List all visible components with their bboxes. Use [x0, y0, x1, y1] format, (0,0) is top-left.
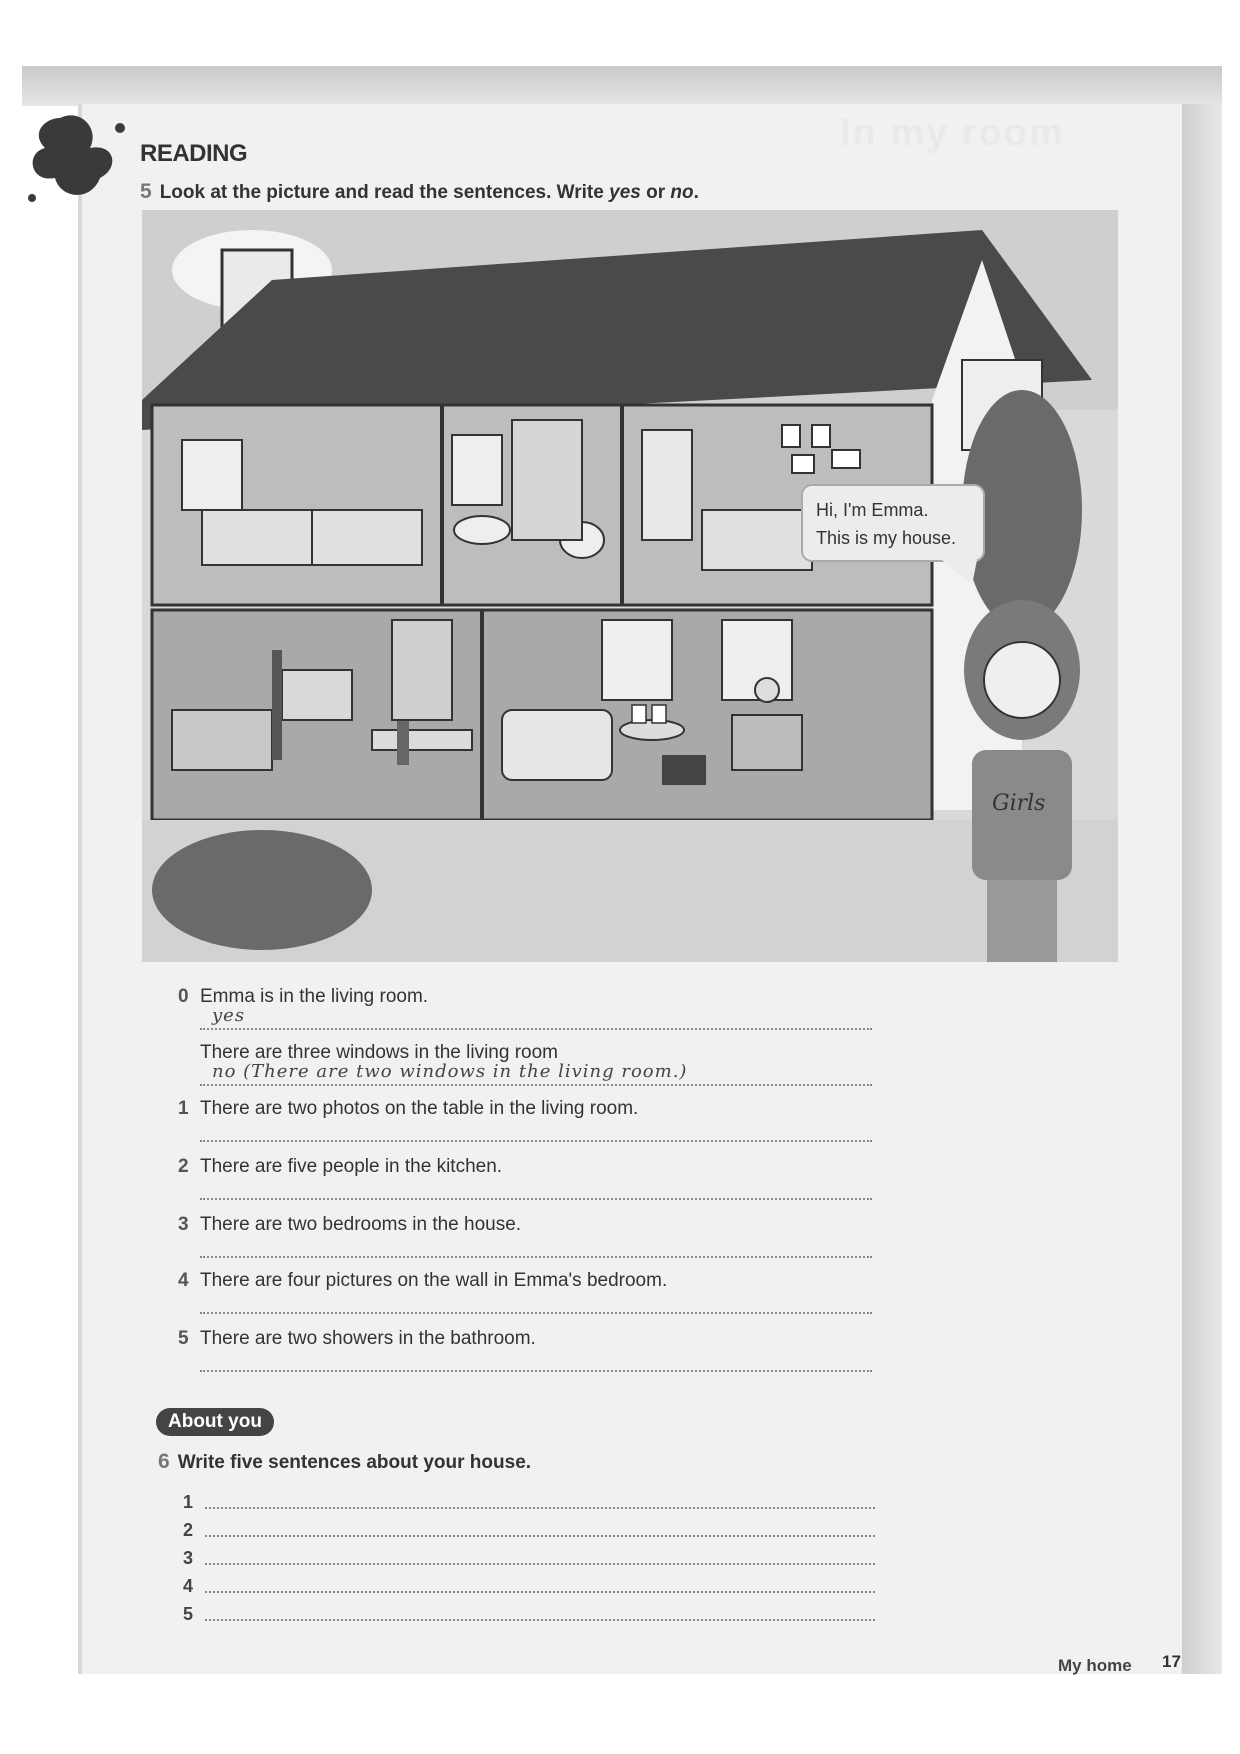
answer-line-3[interactable]: [200, 1230, 872, 1258]
question-3: 3 There are two bedrooms in the house.: [178, 1214, 522, 1235]
writing-line-5[interactable]: 5: [183, 1604, 193, 1625]
shower: [512, 420, 582, 540]
exercise-number: 5: [140, 180, 152, 203]
question-5: 5 There are two showers in the bathroom.: [178, 1328, 536, 1349]
house-illustration: [142, 210, 1118, 962]
question-0: 0 Emma is in the living room.: [178, 986, 429, 1007]
example-question: There are three windows in the living room: [200, 1042, 559, 1063]
section-heading: READING: [140, 140, 248, 167]
tshirt-text: Girls: [992, 791, 1046, 816]
answer-line-2[interactable]: [200, 1172, 872, 1200]
speech-line-1: Hi, I'm Emma.: [816, 500, 929, 520]
sofa: [502, 710, 612, 780]
writing-line-1[interactable]: 1: [183, 1492, 193, 1513]
answer-line-0[interactable]: yes: [200, 1002, 872, 1030]
girl-in-chair: [755, 678, 779, 702]
kitchen-sink: [282, 670, 352, 720]
exercise-number: 6: [158, 1450, 170, 1473]
window: [182, 440, 242, 510]
bed: [702, 510, 812, 570]
man-cooking: [272, 650, 282, 760]
answer-line-5[interactable]: [200, 1344, 872, 1372]
writing-line-3[interactable]: 3: [183, 1548, 193, 1569]
bed: [312, 510, 422, 565]
exercise-6-instruction: 6 Write five sentences about your house.: [158, 1450, 532, 1473]
armchair: [732, 715, 802, 770]
answer-line-example[interactable]: no (There are two windows in the living room.): [200, 1058, 872, 1086]
wall-picture: [812, 425, 830, 447]
wall-picture: [792, 455, 814, 473]
about-you-badge: About you: [156, 1408, 274, 1436]
wall-picture: [782, 425, 800, 447]
question-4: 4 There are four pictures on the wall in Emma's bedroom.: [178, 1270, 668, 1291]
bookshelf: [642, 430, 692, 540]
mirror: [452, 435, 502, 505]
bed: [202, 510, 312, 565]
emma-legs: [987, 880, 1057, 962]
question-1: 1 There are two photos on the table in the living room.: [178, 1098, 639, 1119]
page-binding-edge: [1182, 104, 1222, 1674]
running-title: In my room: [840, 112, 1065, 154]
wall-picture: [832, 450, 860, 468]
answer-line-4[interactable]: [200, 1286, 872, 1314]
photo-frame: [632, 705, 646, 723]
paint-splat-icon: [20, 108, 140, 228]
exercise-5-instruction: 5 Look at the picture and read the sentences. Write yes or no.: [140, 180, 699, 203]
speech-line-2: This is my house.: [816, 528, 957, 548]
living-room-window: [602, 620, 672, 700]
television: [662, 755, 706, 785]
answer-line-1[interactable]: [200, 1114, 872, 1142]
photo-frame: [652, 705, 666, 723]
question-2: 2 There are five people in the kitchen.: [178, 1156, 503, 1177]
kitchen-table: [372, 730, 472, 750]
writing-line-4[interactable]: 4: [183, 1576, 193, 1597]
washbasin: [454, 516, 510, 544]
bush: [152, 830, 372, 950]
kitchen-door: [392, 620, 452, 720]
footer-unit-label: My home: [1058, 1656, 1132, 1675]
scan-edge-top: [22, 66, 1222, 106]
writing-line-2[interactable]: 2: [183, 1520, 193, 1541]
cooker: [172, 710, 272, 770]
emma-face: [984, 642, 1060, 718]
page-number: 17: [1162, 1652, 1181, 1671]
